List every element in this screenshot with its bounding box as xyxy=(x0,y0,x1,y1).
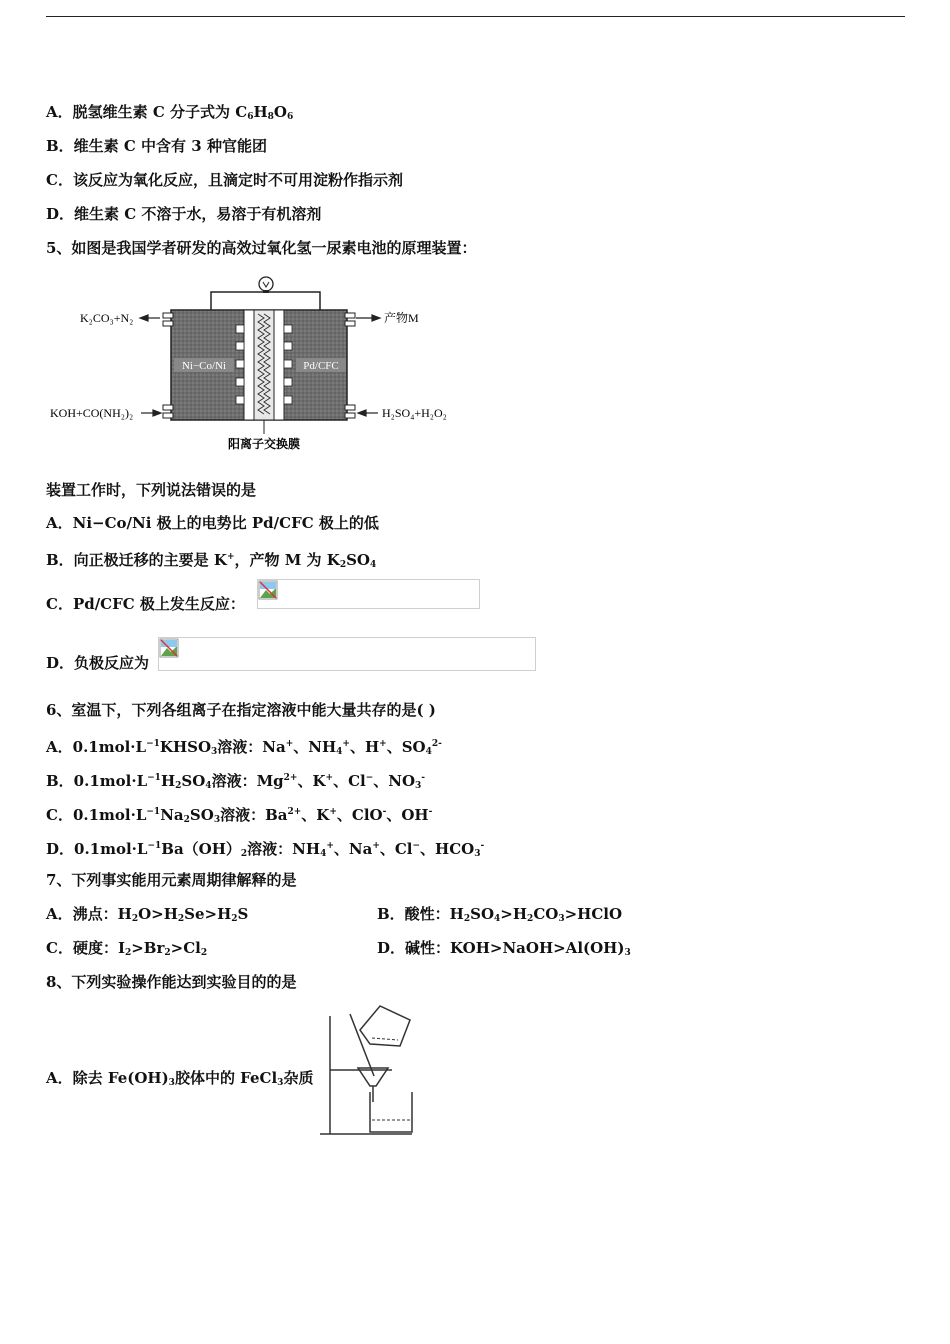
q7-option-d: D．碱性：$KOH>NaOH>Al(OH)_3$ xyxy=(377,939,631,958)
left-electrode xyxy=(244,310,254,420)
q4-option-a: A．脱氢维生素 C 分子式为 $C_6H_8O_6$ xyxy=(46,103,294,122)
q7-option-b: B．酸性：$H_2SO_4>H_2CO_3>HClO$ xyxy=(377,905,623,924)
q5-option-a: A．Ni−Co/Ni 极上的电势比 Pd/CFC 极上的低 xyxy=(46,514,379,532)
broken-image-icon xyxy=(159,638,179,658)
battery-diagram xyxy=(48,270,468,455)
external-wire xyxy=(211,292,320,310)
q5-question: 装置工作时，下列说法错误的是 xyxy=(46,481,257,499)
q6-stem: 6、室温下，下列各组离子在指定溶液中能大量共存的是( ) xyxy=(46,701,436,719)
q6-option-c: C．$0.1mol\cdot L^{-1}Na_2SO_3$溶液：$Ba^{2+}$、K+、ClO-、OH- xyxy=(46,806,433,825)
q8-stem: 8、下列实验操作能达到实验目的的是 xyxy=(46,973,297,991)
top-right-label: 产物M xyxy=(384,311,419,325)
pouring-beaker xyxy=(360,1006,410,1046)
bottom-left-label: KOH+CO(NH₂)₂ xyxy=(50,406,134,420)
right-electrode-label: Pd/CFC xyxy=(303,360,339,372)
broken-image-equation-c xyxy=(257,579,480,609)
bottom-right-label: H₂SO₄+H₂O₂ xyxy=(382,406,447,420)
q8-option-a: A．除去 $Fe(OH)_3$胶体中的 FeCl$_3$杂质 xyxy=(46,1069,314,1088)
q7-option-a: A．沸点：$H_2O>H_2Se>H_2S$ xyxy=(46,905,249,924)
q6-option-b: B．$0.1mol\cdot L^{-1}H_2SO_4$溶液：$Mg^{2+}$、K+、Cl−、$NO_3^-$ xyxy=(46,772,426,791)
q4-option-c: C．该反应为氧化反应，且滴定时不可用淀粉作指示剂 xyxy=(46,171,403,189)
q5-option-b: B．向正极迁移的主要是 K+，产物 M 为 $K_2SO_4$ xyxy=(46,551,377,570)
header-rule xyxy=(46,16,905,17)
beaker xyxy=(370,1092,412,1132)
q4-option-b: B．维生素 C 中含有 3 种官能团 xyxy=(46,137,267,155)
q5-option-d: D．负极反应为 xyxy=(46,654,150,672)
q5-stem: 5、如图是我国学者研发的高效过氧化氢一尿素电池的原理装置： xyxy=(46,239,477,257)
top-left-label: K₂CO₃+N₂ xyxy=(80,311,134,325)
broken-image-equation-d xyxy=(158,637,536,671)
q5-option-c: C．Pd/CFC 极上发生反应： xyxy=(46,595,245,613)
filtration-apparatus xyxy=(316,1000,420,1140)
q7-option-c: C．硬度：$I_2>Br_2>Cl_2$ xyxy=(46,939,208,958)
q6-option-d: D．$0.1mol\cdot L^{-1}Ba(OH)_2$溶液：$NH_4^+$、Na+、Cl−、$HCO_3^-$ xyxy=(46,840,485,859)
membrane-label: 阳离子交换膜 xyxy=(227,437,301,451)
q4-option-d: D．维生素 C 不溶于水，易溶于有机溶剂 xyxy=(46,205,322,223)
broken-image-icon xyxy=(258,580,278,600)
q6-option-a: A．$0.1mol\cdot L^{-1}KHSO_3$溶液：Na+、$NH_4^+$、H+、$SO_4^{2-}$ xyxy=(46,738,442,757)
right-electrode xyxy=(274,310,284,420)
q7-stem: 7、下列事实能用元素周期律解释的是 xyxy=(46,871,297,889)
glass-rod xyxy=(350,1014,374,1076)
bulb-icon xyxy=(259,277,273,293)
left-electrode-label: Ni−Co/Ni xyxy=(181,360,227,372)
